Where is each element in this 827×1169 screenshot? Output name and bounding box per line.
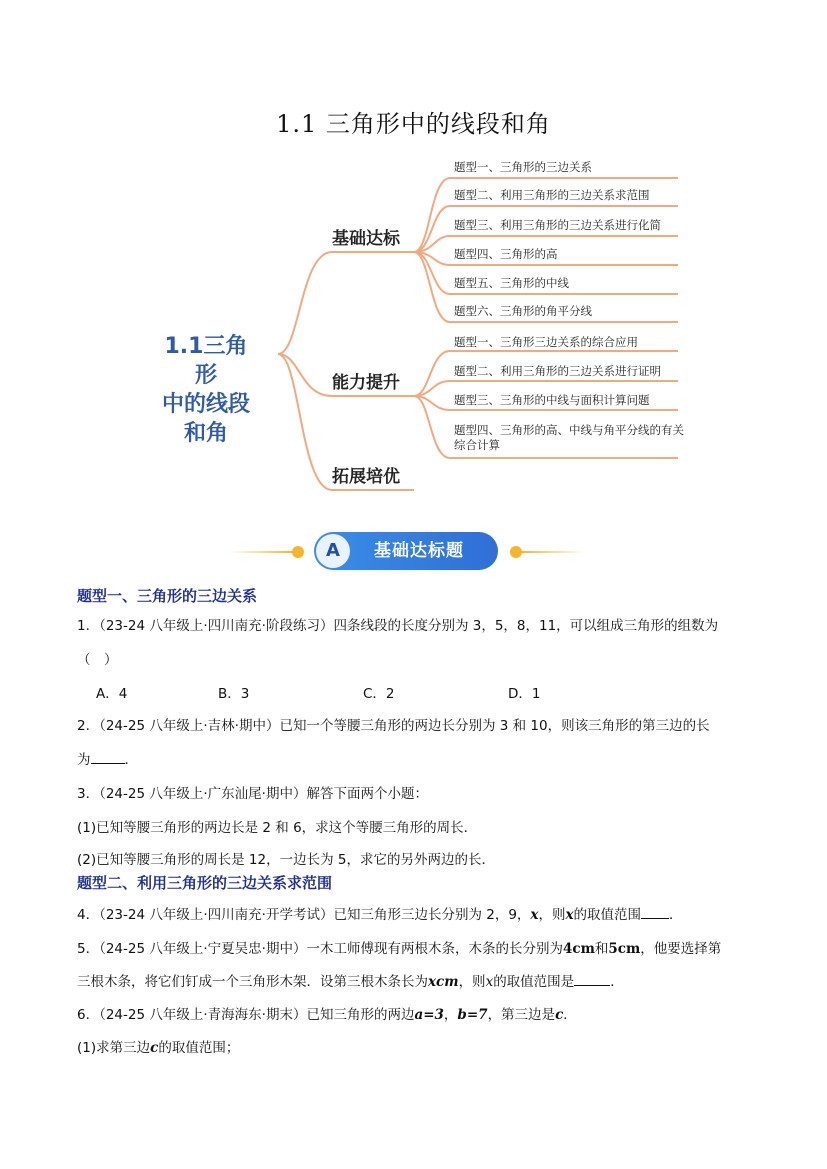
text: 和 [594,941,609,957]
branch-line-basic [278,252,414,354]
center-line: 中的线段 [161,392,250,417]
text: ，他要选择第 [640,941,722,957]
header-line-left [230,551,294,553]
question-3: 3．（24-25 八年级上·广东汕尾·期中）解答下面两个小题： [77,786,428,802]
option-c: C．2 [363,686,395,702]
section-badge: A [316,534,350,568]
math-var: x [565,907,574,923]
math-expr: b=7 [457,1007,488,1023]
leaf-basic-3: 题型三、利用三角形的三边关系进行化简 [454,218,661,232]
answer-blank [641,906,669,919]
text: 4．（23-24 八年级上·四川南充·开学考试）已知三角形三边长分别为 2，9， [77,907,531,923]
leaf-basic-1: 题型一、三角形的三边关系 [454,160,592,174]
leaf-ability-3: 题型三、三角形的中线与面积计算问题 [454,393,650,407]
math-value: 4cm [562,941,595,957]
section-title: 基础达标题 [374,541,464,561]
text: ． [124,752,138,768]
math-value: 5cm [608,941,641,957]
text: (1)求第三边 [77,1040,151,1056]
text: ，则 [458,974,486,990]
branch-basic: 基础达标 [332,229,400,249]
header-dot-left [292,546,304,558]
center-line: 1.1三角形 [164,334,248,388]
leaf-basic-4: 题型四、三角形的高 [454,247,558,261]
text: ，第三边是 [487,1007,556,1023]
leaf-basic-6: 题型六、三角形的角平分线 [454,304,592,318]
answer-blank [574,973,610,986]
option-a: A．4 [96,686,128,702]
question-4 [77,903,683,923]
question-2: 2．（24-25 八年级上·吉林·期中）已知一个等腰三角形的两边长分别为 3 和 10，则该三角形的第三边的长 [77,718,710,734]
question-6-sub-1 [77,1036,239,1056]
page-title: 1.1 三角形中的线段和角 [276,110,551,138]
text: 的取值范围是 [493,974,575,990]
question-3-sub-1: (1)已知等腰三角形的两边长是 2 和 6，求这个等腰三角形的周长． [77,820,478,836]
question-6 [77,1003,577,1023]
question-3-sub-2: (2)已知等腰三角形的周长是 12，一边长为 5，求它的另外两边的长． [77,852,495,868]
text: ． [669,907,683,923]
question-1: 1．（23-24 八年级上·四川南充·阶段练习）四条线段的长度分别为 3，5，8，11，可以组成三角形的组数为 [77,618,719,634]
header-line-right [520,551,584,553]
branch-ability: 能力提升 [332,373,400,393]
math-expr: a=3 [414,1007,444,1023]
question-2-line2 [77,748,138,768]
option-b: B．3 [218,686,250,702]
text: 的取值范围； [158,1040,240,1056]
branch-extend: 拓展培优 [332,467,400,487]
text: 5．（24-25 八年级上·宁夏吴忠·期中）一木工师傅现有两根木条，木条的长分别为 [77,941,563,957]
question-5-line2 [77,970,624,990]
question-type-heading: 题型二、利用三角形的三边关系求范围 [77,874,333,892]
math-var: x [485,974,494,990]
math-var: x [530,907,539,923]
math-var: c [150,1040,159,1056]
question-5 [77,937,721,957]
text: 6．（24-25 八年级上·青海海东·期末）已知三角形的两边 [77,1007,415,1023]
leaf-basic-2: 题型二、利用三角形的三边关系求范围 [454,188,650,202]
section-pill [314,532,498,570]
mind-map [150,148,690,510]
text: ，则 [538,907,566,923]
math-var: c [555,1007,564,1023]
answer-blank [91,751,125,764]
text: 为 [77,752,91,768]
text: ． [563,1007,577,1023]
math-value: xcm [428,974,459,990]
leaf-ability-1: 题型一、三角形三边关系的综合应用 [454,335,638,349]
text: 的取值范围 [573,907,642,923]
question-type-heading: 题型一、三角形的三边关系 [77,587,258,605]
leaf-ability-2: 题型二、利用三角形的三边关系进行证明 [454,364,661,378]
text: ． [610,974,624,990]
leaf-ability-4: 题型四、三角形的高、中线与角平分线的有关综合计算 [454,423,684,452]
leaf-basic-5: 题型五、三角形的中线 [454,276,569,290]
text: 三根木条，将它们钉成一个三角形木架．设第三根木条长为 [77,974,428,990]
option-d: D．1 [508,686,541,702]
mind-map-center [160,332,252,448]
section-header [230,532,610,570]
center-line: 和角 [183,421,228,446]
question-1-bracket: （ ） [77,652,118,668]
text: ， [443,1007,458,1023]
